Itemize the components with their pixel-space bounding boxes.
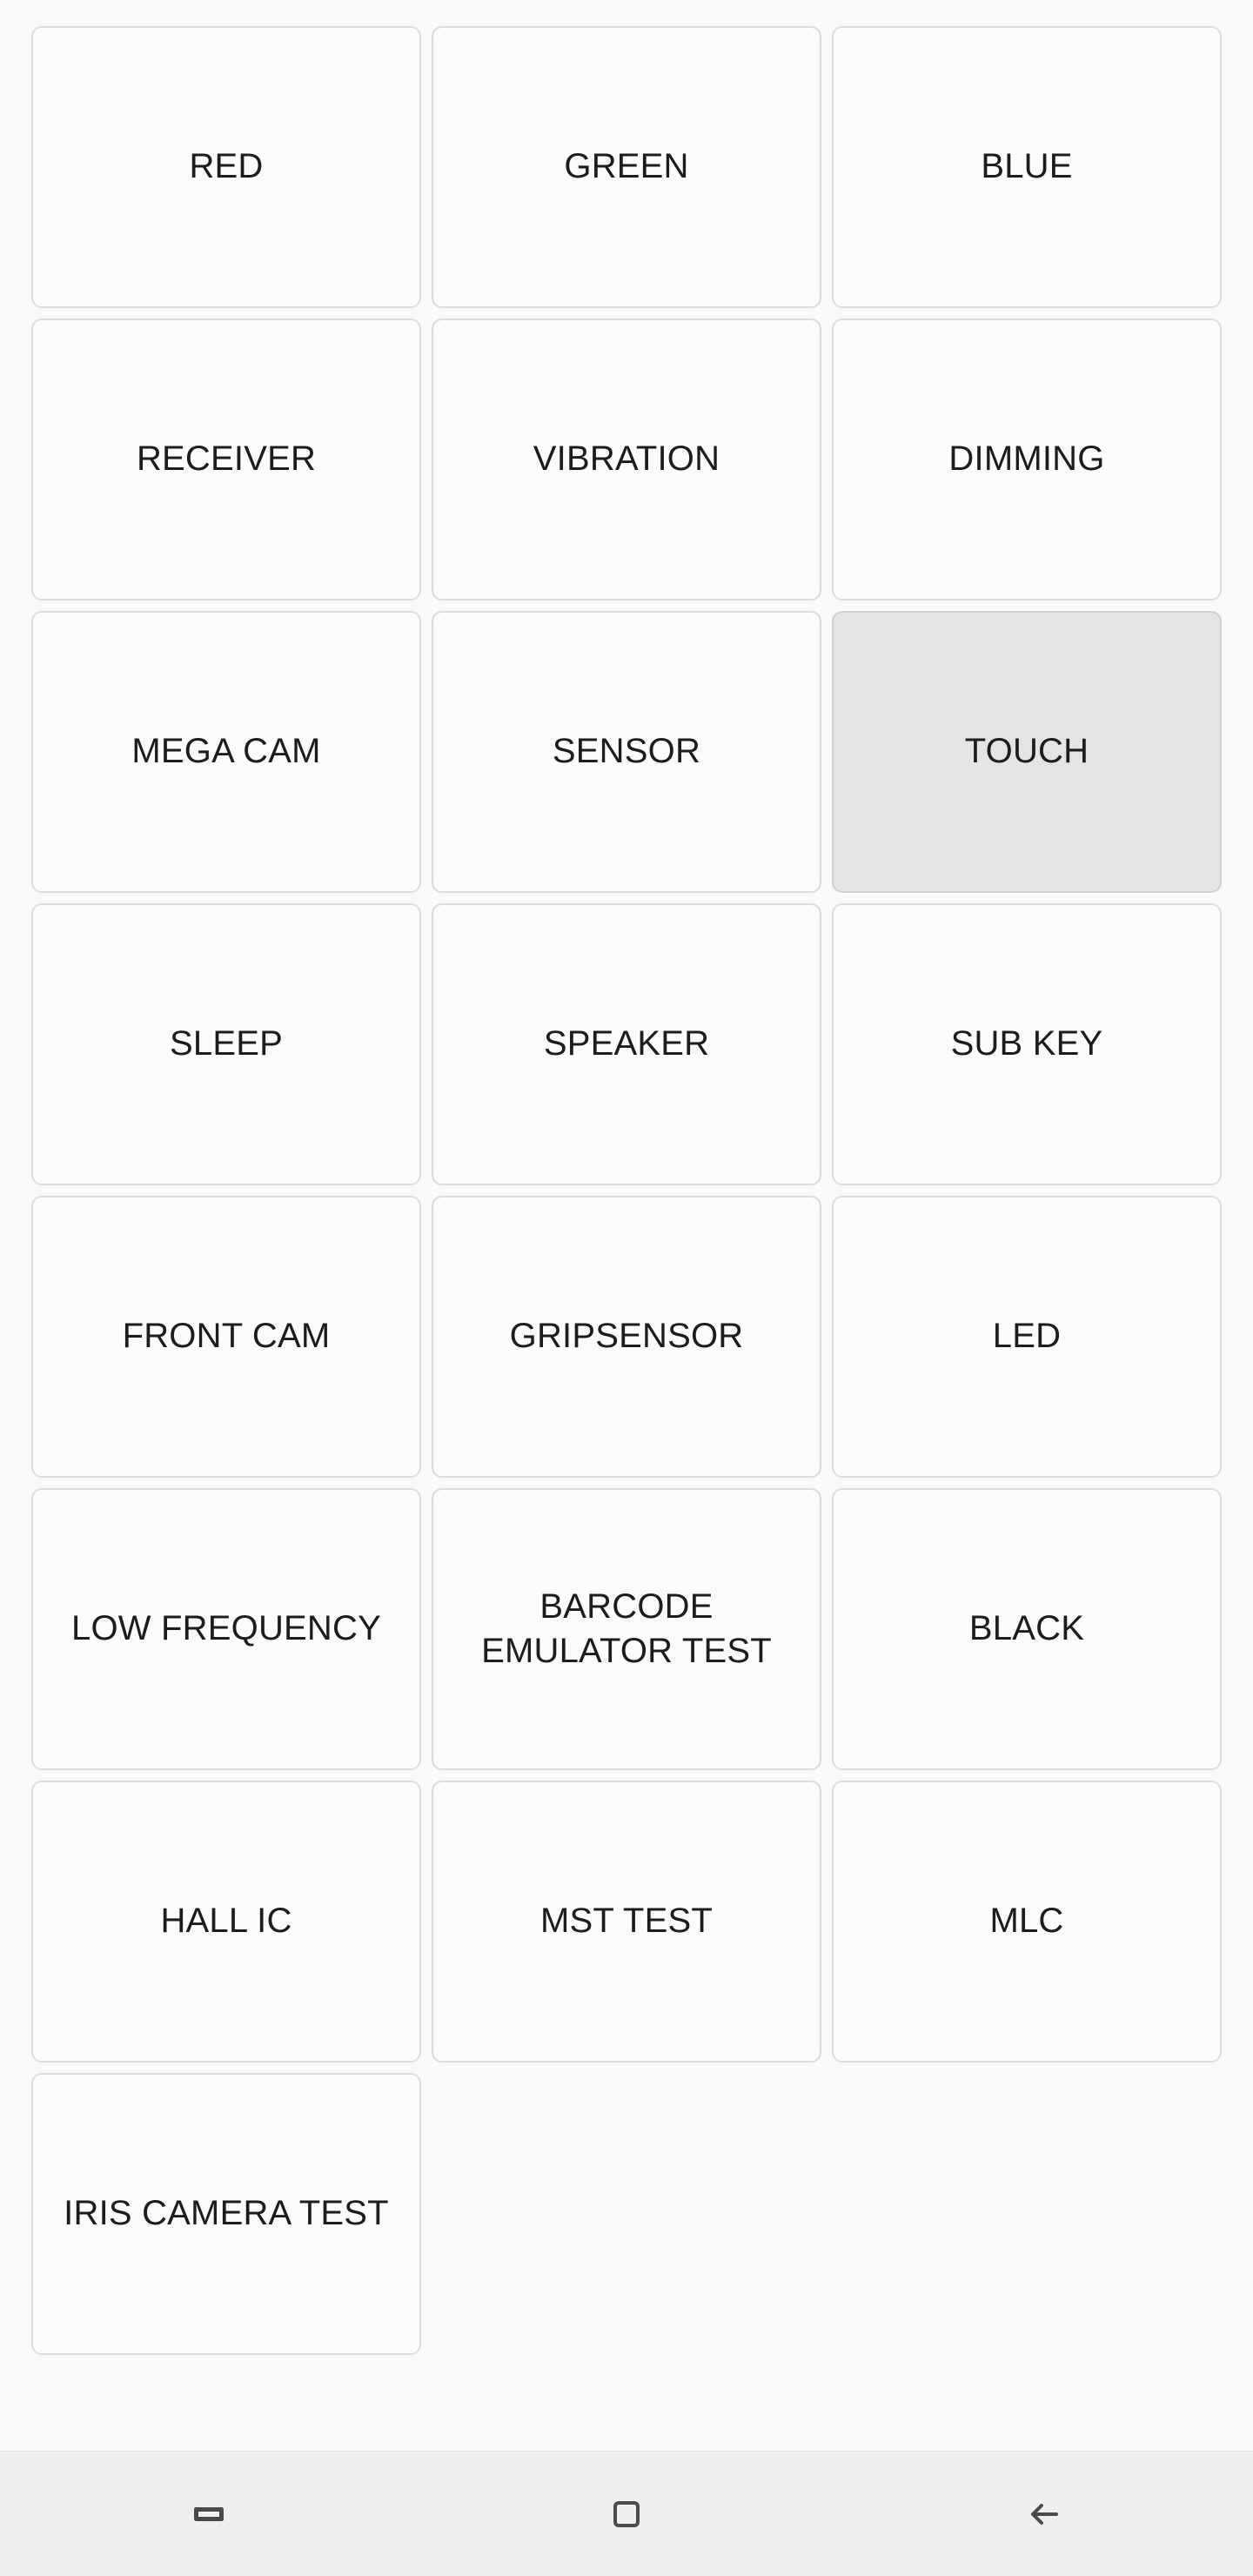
navigation-bar — [0, 2451, 1253, 2576]
test-button[interactable] — [31, 319, 421, 600]
test-button[interactable] — [432, 1488, 821, 1770]
test-button-label: GRIPSENSOR — [509, 1317, 744, 1356]
test-button[interactable] — [432, 1196, 821, 1478]
back-button[interactable] — [966, 2452, 1122, 2576]
test-button[interactable] — [31, 903, 421, 1185]
test-button[interactable] — [31, 2073, 421, 2355]
test-button[interactable] — [432, 26, 821, 308]
test-button-label: MST TEST — [540, 1902, 713, 1941]
test-button[interactable] — [31, 611, 421, 893]
test-button-label: DIMMING — [948, 439, 1105, 479]
test-button-label: RED — [189, 147, 264, 186]
test-button[interactable] — [432, 1781, 821, 2063]
test-button-label: LED — [992, 1317, 1062, 1356]
test-button-label: BARCODE EMULATOR TEST — [481, 1587, 772, 1670]
test-button[interactable] — [832, 1488, 1222, 1770]
recents-button[interactable] — [131, 2452, 287, 2576]
test-button[interactable] — [432, 903, 821, 1185]
test-button-label: HALL IC — [160, 1902, 292, 1941]
test-button-label: VIBRATION — [533, 439, 720, 479]
test-button-label: SENSOR — [552, 732, 701, 771]
test-button[interactable] — [832, 319, 1222, 600]
test-button[interactable] — [832, 26, 1222, 308]
back-icon — [1024, 2494, 1064, 2534]
test-button[interactable] — [432, 611, 821, 893]
test-button[interactable] — [31, 26, 421, 308]
test-button-label: BLACK — [968, 1609, 1085, 1648]
test-button-label: LOW FREQUENCY — [71, 1609, 381, 1648]
test-button[interactable] — [31, 1781, 421, 2063]
test-button-label: FRONT CAM — [122, 1317, 331, 1356]
test-button[interactable] — [832, 611, 1222, 893]
test-button-label: RECEIVER — [136, 439, 317, 479]
test-button[interactable] — [832, 1196, 1222, 1478]
home-icon — [606, 2494, 647, 2534]
home-button[interactable] — [548, 2452, 705, 2576]
test-button-label: MEGA CAM — [131, 732, 321, 771]
test-button-label: GREEN — [564, 147, 689, 186]
test-button[interactable] — [832, 903, 1222, 1185]
recents-icon — [189, 2494, 229, 2534]
test-button-label: SPEAKER — [543, 1024, 710, 1063]
test-button-label: MLC — [989, 1902, 1064, 1941]
test-button-label: IRIS CAMERA TEST — [64, 2194, 389, 2233]
test-button-label: TOUCH — [964, 732, 1089, 771]
test-button[interactable] — [31, 1196, 421, 1478]
test-button[interactable] — [832, 1781, 1222, 2063]
test-button-label: SLEEP — [170, 1024, 283, 1063]
test-button[interactable] — [432, 319, 821, 600]
test-button[interactable] — [31, 1488, 421, 1770]
test-button-label: SUB KEY — [950, 1024, 1103, 1063]
test-button-label: BLUE — [981, 147, 1073, 186]
